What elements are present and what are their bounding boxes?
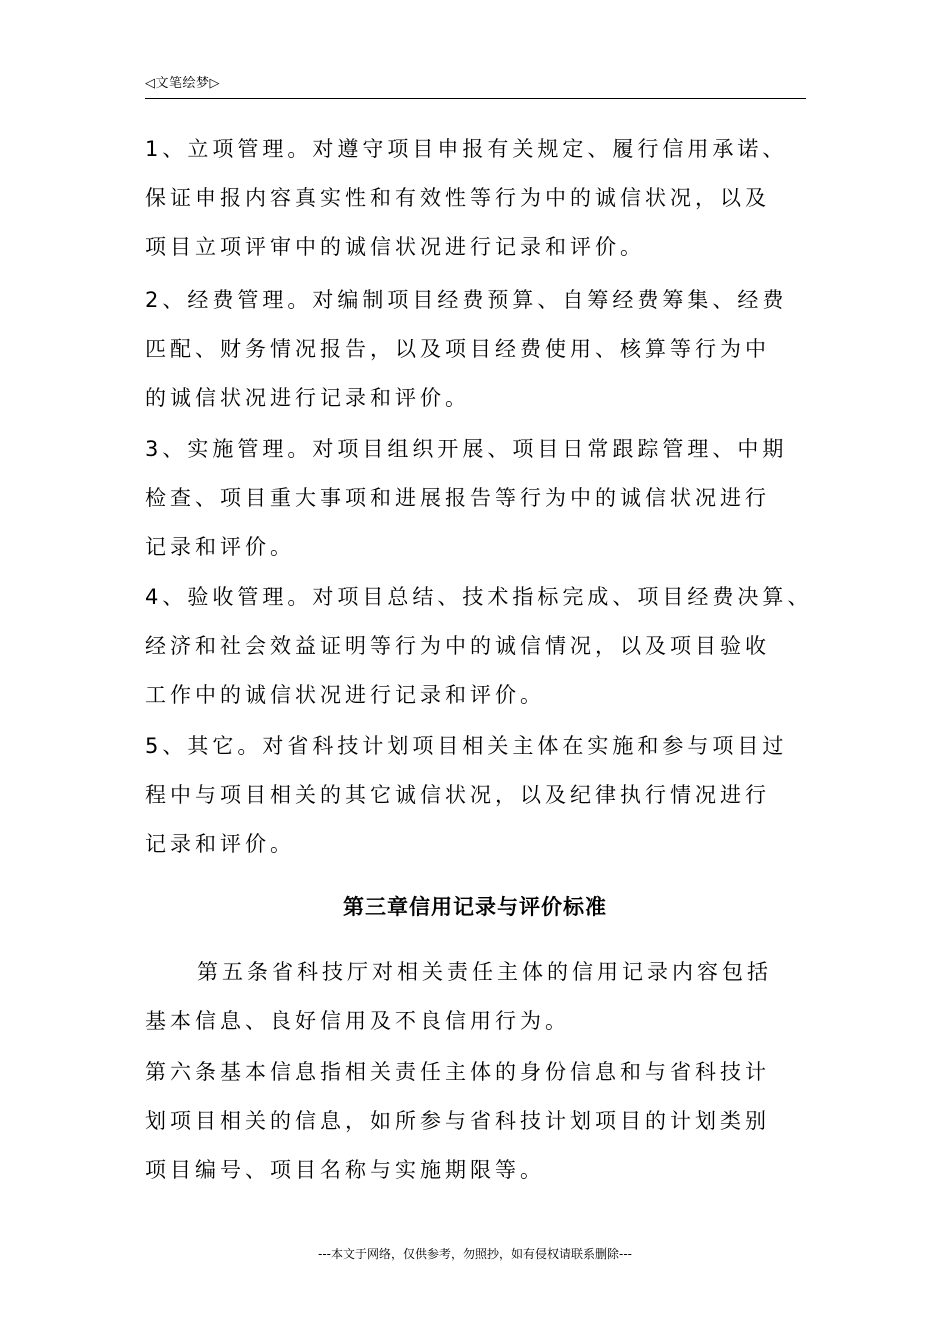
text-line: 第五条省科技厅对相关责任主体的信用记录内容包括 <box>197 960 772 984</box>
text-line: 匹配、财务情况报告，以及项目经费使用、核算等行为中 <box>145 337 770 361</box>
chapter-title: 第三章信用记录与评价标准 <box>343 895 607 919</box>
text-line: 1、立项管理。对遵守项目申报有关规定、履行信用承诺、 <box>145 137 788 161</box>
text-line: 5、其它。对省科技计划项目相关主体在实施和参与项目过 <box>145 734 788 758</box>
text-line: 经济和社会效益证明等行为中的诚信情况，以及项目验收 <box>145 634 770 658</box>
header-text: ◁文笔绘梦▷ <box>145 76 220 91</box>
text-line: 记录和评价。 <box>145 832 295 856</box>
text-line: 4、验收管理。对项目总结、技术指标完成、项目经费决算、 <box>145 585 813 609</box>
text-line: 程中与项目相关的其它诚信状况，以及纪律执行情况进行 <box>145 783 770 807</box>
text-line: 3、实施管理。对项目组织开展、项目日常跟踪管理、中期 <box>145 437 788 461</box>
text-line: 2、经费管理。对编制项目经费预算、自筹经费筹集、经费 <box>145 288 788 312</box>
text-line: 项目立项评审中的诚信状况进行记录和评价。 <box>145 235 645 259</box>
text-line: 检查、项目重大事项和进展报告等行为中的诚信状况进行 <box>145 486 770 510</box>
text-line: 保证申报内容真实性和有效性等行为中的诚信状况，以及 <box>145 186 770 210</box>
text-line: 的诚信状况进行记录和评价。 <box>145 386 470 410</box>
text-line: 工作中的诚信状况进行记录和评价。 <box>145 683 545 707</box>
page-footer: ---本文于网络，仅供参考，勿照抄，如有侵权请联系删除--- <box>318 1247 632 1261</box>
page-header <box>145 74 806 99</box>
text-line: 第六条基本信息指相关责任主体的身份信息和与省科技计 <box>145 1060 770 1084</box>
text-line: 记录和评价。 <box>145 535 295 559</box>
text-line: 基本信息、良好信用及不良信用行为。 <box>145 1009 570 1033</box>
text-line: 项目编号、项目名称与实施期限等。 <box>145 1158 545 1182</box>
text-line: 划项目相关的信息，如所参与省科技计划项目的计划类别 <box>145 1109 770 1133</box>
